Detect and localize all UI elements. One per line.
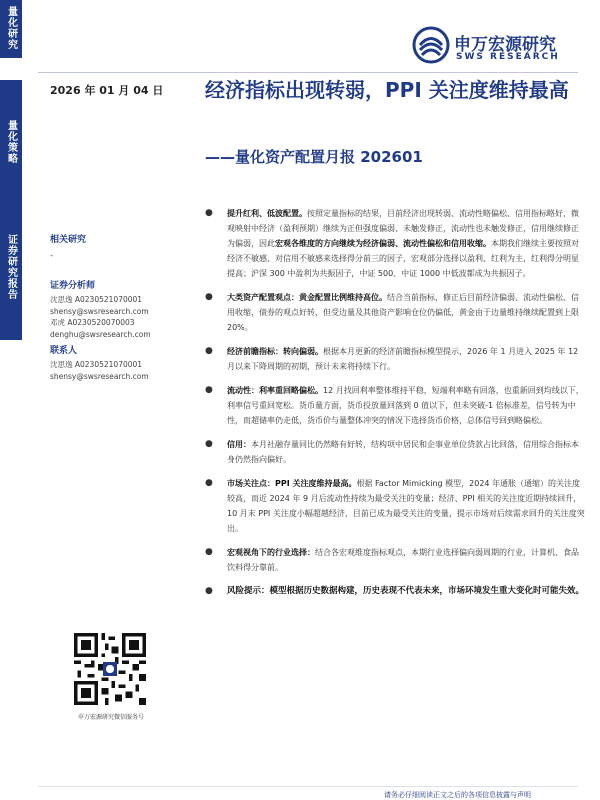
bullet-text: 按照定量指标的结果，目前经济出现转弱、流动性略偏松、信用指标略好，微观映射中经济（盈利预期）继续为正但强度偏弱、未触发修正，流动性也未触发修正，信用继续修正为偏弱，因此 (227, 209, 579, 248)
side-tab-quant-strategy: 量化策略 (0, 80, 22, 220)
bullet-lead: 大类资产配置观点：黄金配置比例维持高位。 (227, 293, 387, 302)
bullet-dot-icon: ● (205, 208, 213, 218)
related-research-value: - (50, 251, 54, 261)
report-date: 2026 年 01 月 04 日 (50, 84, 164, 97)
bullet-liquidity (205, 383, 585, 428)
bullet-lead: 提升红利、低波配置。 (227, 209, 307, 218)
risk-text: 风险提示：模型根据历史数据构建，历史表现不代表未来，市场环境发生重大变化时可能失效。 (227, 586, 585, 596)
contact-label: 联系人 (50, 346, 78, 356)
bottom-divider (38, 786, 578, 787)
bullet-dot-icon: ● (205, 346, 213, 356)
analyst-line: 邓虎 A0230520070003 (50, 318, 135, 327)
bullet-dot-icon: ● (205, 385, 213, 395)
bullet-dividend-lowvol (205, 206, 585, 281)
bullet-economic-leading (205, 344, 585, 374)
bullet-dot-icon: ● (205, 478, 213, 488)
bullet-lead: 流动性：利率重回略偏松。 (227, 386, 323, 395)
bullet-text: 本月社融存量同比仍然略有好转，结构项中居民和企事业单位贷款占比回落，信用综合指标本身仍然指向偏好。 (227, 440, 579, 464)
bullet-dot-icon: ● (205, 439, 213, 449)
contact-email-link[interactable]: shensy@swsresearch.com (50, 371, 149, 381)
bullet-dot-icon: ● (205, 586, 213, 596)
bullet-text: 根据 Factor Mimicking 模型，2024 年通胀（通缩）的关注度较高，而近 2024 年 9 月后流动性持续为最受关注的变量；经济、PPI 相关的关注度近期持续回升，10 月末 PPI 关注度小幅超越经济，目前已成为最受关注的变量，提示市场对后续需求回升的关注度突出。 (227, 479, 585, 533)
risk-warning (205, 584, 585, 599)
analyst-line: 沈思逸 A0230521070001 (50, 295, 143, 304)
bullet-lead: 信用： (227, 440, 251, 449)
related-research-section (50, 232, 190, 261)
bullet-lead: 经济前瞻指标：转向偏弱。 (227, 347, 323, 356)
bullet-lead: 宏观视角下的行业选择： (227, 548, 315, 557)
sws-logo-mark-icon (412, 26, 450, 64)
side-tab-strip (0, 0, 22, 800)
top-divider (38, 72, 578, 73)
bullet-text: 12 月找回利率整体维持平稳，短端利率略有回落，也重新回到均线以下，利率信号重回宽松。货币量方面，货币投放量回落到 0 值以下，但未突破-1 倍标准差，信号转为中性，而超储率仍走低，货币价与量整体冲突的情况下选择货币价格，总体信号回到略偏松。 (227, 386, 584, 425)
bullet-credit (205, 437, 585, 467)
analysts-label: 证券分析师 (50, 281, 96, 291)
bullet-text: 结合当前指标，修正后目前经济偏弱、流动性偏松、信用收缩，债券的观点好转，但受边量及其他资产影响仓位仍偏低，黄金由于边量维持继续配置到上限 20%。 (227, 293, 579, 332)
bullet-text: 结合各宏观维度指标观点，本期行业选择偏向弱周期的行业，计算机、食品饮料得分靠前。 (227, 548, 579, 572)
qr-caption: 申万宏源研究微信服务号 (77, 714, 144, 721)
analyst-email-link[interactable]: shensy@swsresearch.com (50, 306, 149, 316)
report-title: 经济指标出现转弱，PPI 关注度维持最高 (205, 78, 569, 102)
logo-english-text: SWS RESEARCH (456, 52, 560, 62)
sws-logo (412, 26, 582, 70)
logo-chinese-text: 申万宏源研究 (454, 35, 556, 55)
bullet-industry-selection (205, 545, 585, 575)
side-tab-securities-report: 证券研究报告 (0, 220, 22, 340)
analyst-section (50, 278, 195, 382)
wechat-qr-code[interactable] (74, 633, 146, 705)
side-tab-quant-research: 量化研究 (0, 0, 22, 58)
summary-bullets (205, 206, 585, 608)
related-research-label: 相关研究 (50, 235, 87, 245)
bullet-asset-allocation (205, 290, 585, 335)
bullet-market-focus (205, 476, 585, 536)
bullet-dot-icon: ● (205, 292, 213, 302)
report-subtitle: ——量化资产配置月报 202601 (205, 148, 423, 166)
bullet-dot-icon: ● (205, 547, 213, 557)
bullet-text: 根据本月更新的经济前瞻指标模型提示，2026 年 1 月进入 2025 年 12 月以来下降周期的初期，预计未来将持续下行。 (227, 347, 579, 371)
analyst-email-link[interactable]: denghu@swsresearch.com (50, 329, 151, 339)
bullet-lead: 市场关注点：PPI 关注度维持最高。 (227, 479, 357, 488)
bullet-tail: 本期我们继续主要按照对经济不敏感、对信用不敏感来选择得分前三的因子，宏观部分选择以盈利、红利为主，红利得分明显提高；沪深 300 中盈利为共振因子，中证 500、中证 1000 中低波都成为共振因子。 (227, 239, 579, 278)
bullet-strong: 宏观各维度的方向继续为经济偏弱、流动性偏松和信用收缩。 (275, 239, 491, 248)
contact-line: 沈思逸 A0230521070001 (50, 360, 143, 369)
footer-disclaimer: 请务必仔细阅读正文之后的各项信息披露与声明 (384, 791, 531, 799)
